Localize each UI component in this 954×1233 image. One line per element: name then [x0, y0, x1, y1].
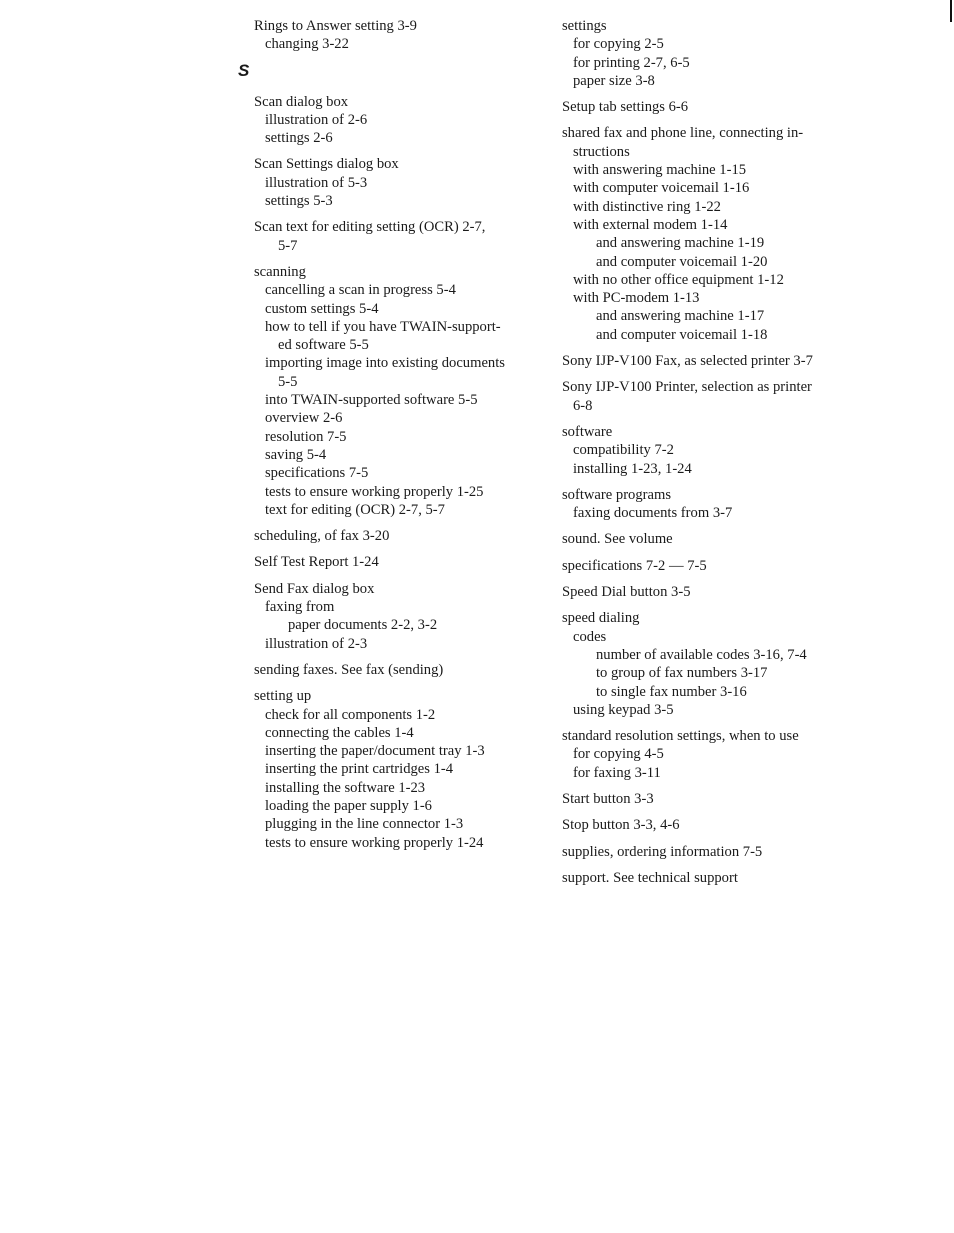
index-term: Speed Dial button 3-5: [562, 584, 691, 601]
index-term: standard resolution settings, when to use: [562, 728, 799, 745]
index-subterm: tests to ensure working properly 1-25: [265, 483, 484, 500]
index-term: scheduling, of fax 3-20: [254, 528, 390, 545]
index-entry: [562, 843, 852, 861]
index-subterm: inserting the paper/document tray 1-3: [265, 743, 485, 760]
index-entry: [562, 530, 852, 548]
index-subterm: changing 3-22: [265, 36, 349, 53]
index-subterm: paper documents 2-2, 3-2: [288, 617, 438, 634]
index-subterm: and answering machine 1-19: [596, 235, 765, 252]
index-term: software: [562, 423, 613, 440]
index-term: Scan Settings dialog box: [254, 156, 399, 173]
index-entry: [254, 263, 544, 519]
index-term: specifications 7-2 — 7-5: [562, 557, 707, 574]
index-subterm: check for all components 1-2: [265, 706, 436, 723]
index-subterm: with PC-modem 1-13: [573, 290, 700, 307]
index-term: Self Test Report 1-24: [254, 554, 379, 571]
index-entry: [562, 17, 852, 90]
index-subterm: codes: [573, 628, 607, 645]
index-subterm: with distinctive ring 1-22: [573, 198, 721, 215]
index-subterm: and computer voicemail 1-20: [596, 253, 768, 270]
index-term: shared fax and phone line, connecting in-: [562, 125, 804, 142]
index-subterm: number of available codes 3-16, 7-4: [596, 646, 807, 663]
index-term: Sony IJP-V100 Fax, as selected printer 3-7: [562, 353, 813, 370]
index-subterm: 5-5: [278, 373, 298, 390]
index-entry: [254, 661, 544, 679]
index-subterm: faxing documents from 3-7: [573, 505, 733, 522]
index-subterm: 6-8: [573, 397, 593, 414]
index-term: scanning: [254, 263, 306, 280]
index-subterm: inserting the print cartridges 1-4: [265, 761, 454, 778]
index-subterm: how to tell if you have TWAIN-support-: [265, 318, 501, 335]
index-subterm: tests to ensure working properly 1-24: [265, 834, 484, 851]
index-subterm: compatibility 7-2: [573, 442, 674, 459]
index-subterm: structions: [573, 143, 630, 160]
index-subterm: ed software 5-5: [278, 337, 369, 354]
index-subterm: into TWAIN-supported software 5-5: [265, 392, 478, 409]
index-term: sound. See volume: [562, 531, 673, 548]
index-subterm: for faxing 3-11: [573, 764, 661, 781]
index-term: Scan dialog box: [254, 93, 349, 110]
index-entry: [254, 17, 544, 54]
scan-edge-mark: [950, 0, 952, 22]
index-entry: [562, 727, 852, 782]
index-subterm: illustration of 5-3: [265, 174, 368, 191]
index-subterm: overview 2-6: [265, 410, 343, 427]
index-subterm: with external modem 1-14: [573, 216, 728, 233]
index-term: support. See technical support: [562, 869, 738, 886]
index-entry: [562, 352, 852, 370]
index-subterm: to group of fax numbers 3-17: [596, 665, 768, 682]
index-subterm: with answering machine 1-15: [573, 162, 747, 179]
index-term: Rings to Answer setting 3-9: [254, 18, 417, 34]
index-subterm: saving 5-4: [265, 446, 327, 463]
index-subterm: custom settings 5-4: [265, 300, 379, 317]
index-subterm: cancelling a scan in progress 5-4: [265, 282, 456, 299]
index-term: sending faxes. See fax (sending): [254, 661, 444, 678]
index-term: Send Fax dialog box: [254, 580, 375, 597]
index-term: Stop button 3-3, 4-6: [562, 817, 680, 834]
index-subterm: resolution 7-5: [265, 428, 347, 445]
index-subterm: plugging in the line connector 1-3: [265, 816, 464, 833]
index-subterm: connecting the cables 1-4: [265, 724, 414, 741]
index-subterm: to single fax number 3-16: [596, 683, 747, 700]
index-entry: [254, 553, 544, 571]
index-entry: [562, 816, 852, 834]
index-subterm: illustration of 2-6: [265, 111, 368, 128]
index-subterm: text for editing (OCR) 2-7, 5-7: [265, 501, 445, 518]
index-term: Setup tab settings 6-6: [562, 99, 689, 116]
index-entry: [562, 124, 852, 344]
index-term: settings: [562, 18, 607, 34]
index-subterm: installing 1-23, 1-24: [573, 460, 692, 477]
index-subterm: for copying 4-5: [573, 746, 664, 763]
index-entry: [562, 98, 852, 116]
index-subterm: importing image into existing documents: [265, 355, 505, 372]
index-letter-heading: S: [238, 60, 250, 80]
index-subterm: faxing from: [265, 599, 335, 616]
index-entry: [562, 378, 852, 415]
index-entry: [562, 609, 852, 719]
index-term: Sony IJP-V100 Printer, selection as printer: [562, 379, 812, 396]
index-subterm: for printing 2-7, 6-5: [573, 54, 690, 71]
index-entry: [254, 218, 544, 255]
index-subterm: and computer voicemail 1-18: [596, 326, 768, 343]
index-subterm: settings 2-6: [265, 130, 333, 147]
index-subterm: using keypad 3-5: [573, 701, 674, 718]
index-entry: [562, 423, 852, 478]
index-subterm: 5-7: [278, 237, 298, 254]
index-entry: [254, 155, 544, 210]
index-term: Scan text for editing setting (OCR) 2-7,: [254, 219, 486, 236]
index-subterm: settings 5-3: [265, 193, 333, 210]
index-term: Start button 3-3: [562, 790, 654, 807]
index-subterm: for copying 2-5: [573, 36, 664, 53]
index-term: supplies, ordering information 7-5: [562, 843, 763, 860]
index-entry: [254, 527, 544, 545]
index-term: setting up: [254, 688, 312, 705]
index-entry: [562, 790, 852, 808]
index-entry: [562, 869, 852, 887]
index-subterm: specifications 7-5: [265, 465, 369, 482]
index-subterm: paper size 3-8: [573, 72, 655, 89]
index-subterm: with no other office equipment 1-12: [573, 271, 784, 288]
index-entry: [254, 93, 544, 148]
index-entry: [562, 583, 852, 601]
index-subterm: installing the software 1-23: [265, 779, 426, 796]
index-subterm: with computer voicemail 1-16: [573, 180, 750, 197]
index-entry: [562, 557, 852, 575]
index-term: software programs: [562, 486, 672, 503]
index-subterm: loading the paper supply 1-6: [265, 797, 432, 814]
index-entry: [254, 580, 544, 653]
index-column-right: [562, 17, 852, 895]
index-subterm: and answering machine 1-17: [596, 308, 765, 325]
index-entry: [562, 486, 852, 523]
index-column-left: [238, 17, 544, 860]
index-term: speed dialing: [562, 610, 640, 627]
index-entry: [254, 687, 544, 852]
index-subterm: illustration of 2-3: [265, 635, 368, 652]
